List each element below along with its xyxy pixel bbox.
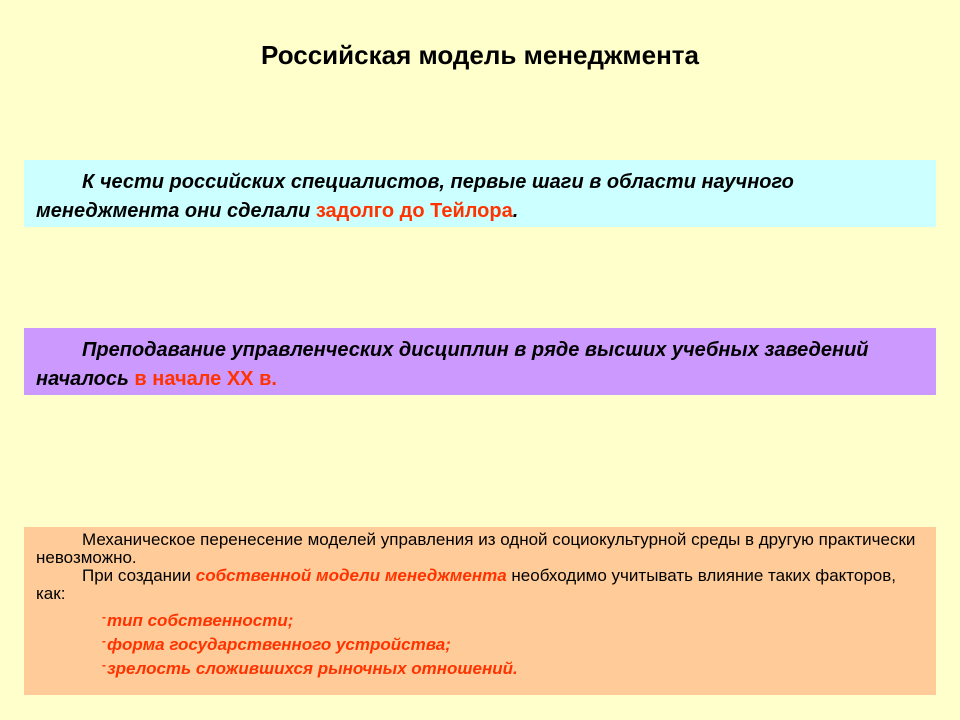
list-item-text: форма государственного устройства; bbox=[107, 635, 451, 654]
list-item-text: тип собственности; bbox=[107, 611, 294, 630]
box-taylor-text bbox=[36, 168, 924, 226]
box-taylor bbox=[24, 160, 936, 227]
box-own-model-para1 bbox=[36, 531, 924, 567]
para1-text: Механическое перенесение моделей управления из одной социокультурной среды в другую практически невозможно. bbox=[36, 530, 916, 567]
bullet-dash: - bbox=[102, 634, 106, 648]
list-item-text: зрелость сложившихся рыночных отношений. bbox=[107, 659, 518, 678]
box-teaching-text bbox=[36, 336, 924, 394]
box-teaching-highlight: в начале XX в. bbox=[134, 368, 277, 390]
box-teaching bbox=[24, 328, 936, 395]
box-own-model bbox=[24, 527, 936, 695]
bullet-dash: - bbox=[102, 610, 106, 624]
box-taylor-end: . bbox=[512, 200, 519, 222]
box-teaching-body: Преподавание управленческих дисциплин в ряде высших учебных заведений началось bbox=[36, 339, 869, 390]
slide-title: Российская модель менеджмента bbox=[261, 40, 699, 70]
list-item bbox=[102, 631, 924, 655]
para2-end: необходимо учитывать влияние таких факторов, как: bbox=[36, 566, 897, 603]
list-item bbox=[102, 607, 924, 631]
para2-start: При создании bbox=[82, 566, 196, 585]
bullet-dash: - bbox=[102, 658, 106, 672]
box-taylor-highlight: задолго до Тейлора bbox=[315, 200, 513, 222]
box-taylor-body: К чести российских специалистов, первые шаги в области научного менеджмента они сделали bbox=[36, 171, 794, 222]
list-item bbox=[102, 655, 924, 679]
factors-list bbox=[36, 607, 924, 679]
para2-highlight: собственной модели менеджмента bbox=[195, 566, 507, 585]
box-own-model-para2 bbox=[36, 567, 924, 603]
